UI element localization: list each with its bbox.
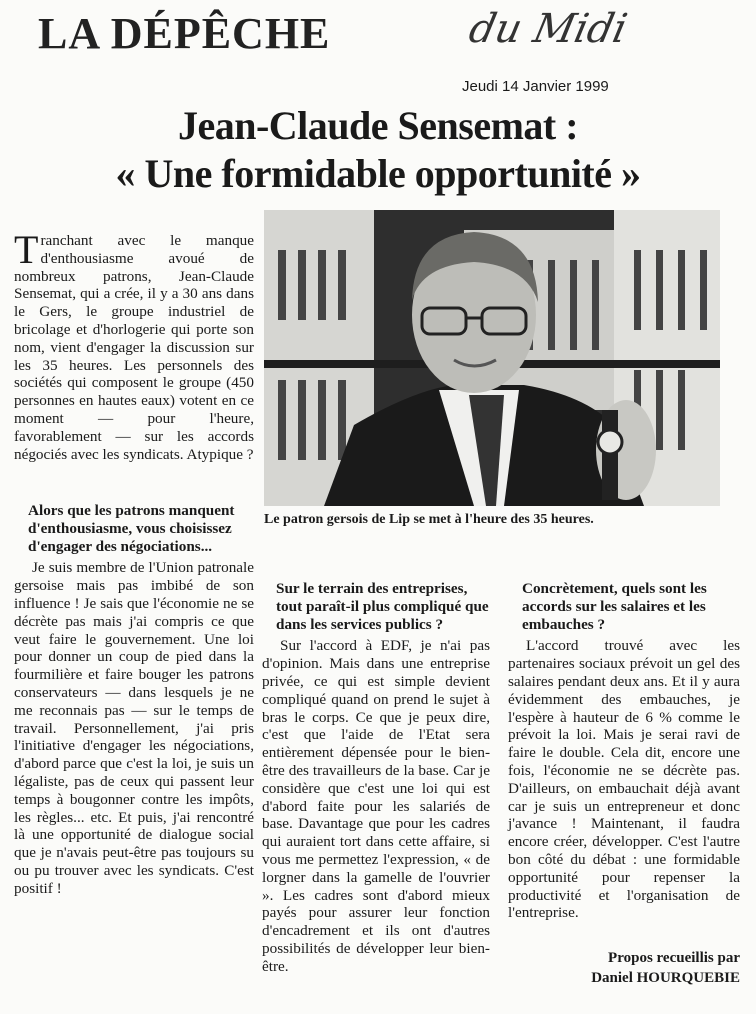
masthead-script: du Midi <box>465 6 632 52</box>
lead-column <box>14 227 254 463</box>
masthead: LA DÉPÊCHE <box>38 9 331 58</box>
answer-2: Sur l'accord à EDF, je n'ai pas d'opinion. Mais dans une entreprise privée, ce qui est simple devient compliqué quand on prend le sujet à bras le corps. Ce que je peux dire, c'est que l'aide de l'Etat sera entièrement dépensée pour le bien-être des travailleurs de la base. Car je considère que c'est une loi qui est d'abord faite pour les salariés de base. Davantage que pour les cadres qui auraient tort dans cette affaire, si vous me permettez l'expression, « de lorgner dans la gamelle de l'ouvrier ». Les cadres sont d'abord mieux payés pour assurer leur fonction d'encadrement et ils ont d'autres possibilités de développer leur bien-être. <box>262 637 490 975</box>
drop-cap: T <box>14 227 39 272</box>
photo-caption: Le patron gersois de Lip se met à l'heure des 35 heures. <box>264 512 594 527</box>
portrait-photo <box>264 210 720 506</box>
portrait-photo-illustration <box>264 210 720 506</box>
lead-paragraph: ranchant avec le manque d'enthousiasme avoué de nombreux patrons, Jean-Claude Sensemat, qui a crée, il y a 30 ans dans le Gers, le groupe industriel de bricolage et d'horlogerie qui porte son nom, vient d'engager la discussion sur les 35 heures. Les personnels des sociétés qui composent le groupe (450 personnes en hautes eaux) votent en ce moment — pour l'heure, favorablement — sur les accords négociés avec les syndicats. Atypique ? <box>14 232 254 463</box>
question-3: Concrètement, quels sont les accords sur les salaires et les embauches ? <box>522 580 707 633</box>
column-3 <box>508 580 740 922</box>
publication-date: Jeudi 14 Janvier 1999 <box>462 78 609 95</box>
headline-line-1: Jean-Claude Sensemat : <box>177 103 579 148</box>
headline-line-2: « Une formidable opportunité » <box>115 151 641 196</box>
question-1: Alors que les patrons manquent d'enthousiasme, vous choisissez d'engager des négociations... <box>28 502 235 555</box>
byline-author: Daniel HOURQUEBIE <box>591 970 740 986</box>
answer-3: L'accord trouvé avec les partenaires sociaux prévoit un gel des salaires pendant deux ans. Et il y aura évidemment des embauches, je l'espère à hauteur de 6 % comme le prévoit la loi. Mais je serai ravi de faire le double. Cela dit, encore une fois, l'économie ne se décrète pas. D'ailleurs, on embauchait déjà avant car je suis un entrepreneur et donc j'avance ! Maintenant, il faudra encore créer, développer. C'est l'autre bon côté du débat : une formidable opportunité pour repenser la productivité et l'organisation de l'entreprise. <box>508 637 740 922</box>
byline-intro: Propos recueillis par <box>608 950 740 966</box>
answer-1: Je suis membre de l'Union patronale gersoise mais pas imbibé de son influence ! Je sais que l'économie ne se décrète pas mais j'ai compris ce que veut faire le gouvernement. Une loi pour donner un coup de pied dans la fourmilière et faire bouger les patrons conservateurs — dans lesquels je ne me reconnais pas — sur le temps de travail. Personnellement, j'ai pris l'initiative d'engager les négociations, d'abord parce que c'est la loi, je suis un légaliste, pas de ceux qui passent leur temps à bougonner contre les impôts, les règles... etc. Et puis, j'ai rencontré là une opportunité de dialogue social que je n'avais peut-être pas toujours su ou pu trouver avec les syndicats. C'est positif ! <box>14 559 254 897</box>
byline <box>508 948 740 988</box>
question-2: Sur le terrain des entreprises, tout paraît-il plus compliqué que dans les services publics ? <box>276 580 489 633</box>
column-1 <box>14 502 254 898</box>
column-2 <box>262 580 490 976</box>
